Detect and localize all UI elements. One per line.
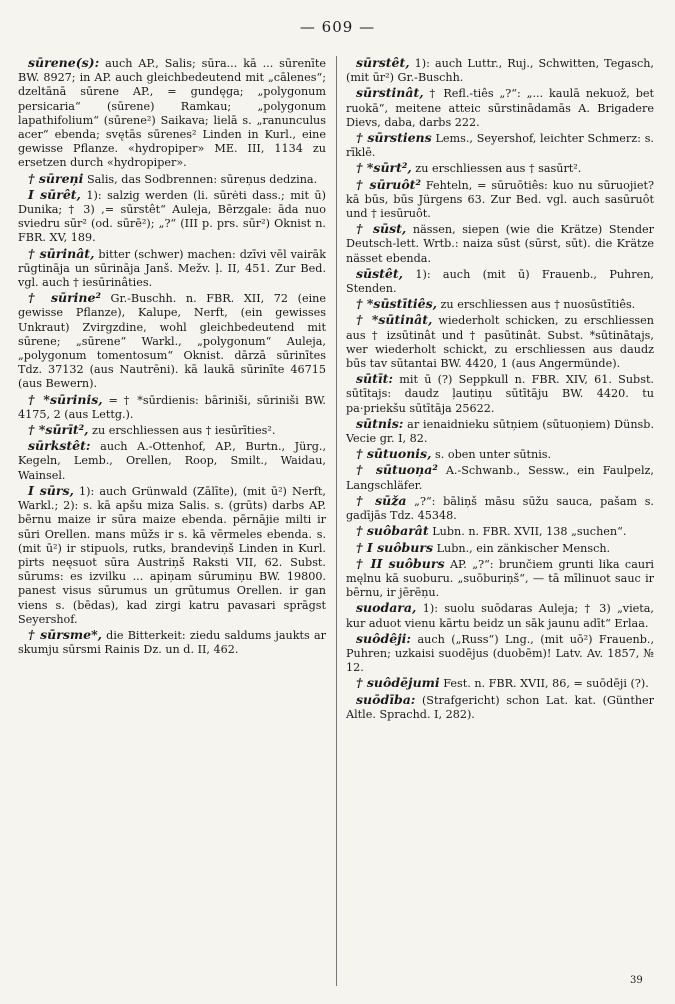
entry-text: auch AP., Salis; sūra... kā ... sūrenīte BW. 8927; in AP. auch gleichbedeutend mit „cālenes“; dzeltānā sūrene AP., = gundęga; „polygonum persicaria“ (sūrene) Ramkau; „polygonum lapathifolium“ (sūrene²) Saikava; lielā s. „ranunculus acer“ ebenda; svętās sūrenes² Linden in Kurl., eine gewisse Pflanze. «hydropiper» ME. III, 1134 zu ersetzen durch «hydropiper». — [18, 57, 326, 170]
entry-text: bitter (schwer) machen: dzīvi vēl vairāk rūgtināja un sūrināja Janš. Mežv. ļ. II, 451. Zur Bed. vgl. auch † iesūrinâties. — [18, 247, 326, 290]
dictionary-entry — [346, 494, 654, 523]
entry-text: 1): auch (mit ū) Frauenb., Puhren, Stenden. — [346, 267, 654, 296]
dictionary-entry — [346, 372, 654, 416]
dictionary-entry — [18, 56, 326, 171]
dictionary-entry — [18, 423, 326, 438]
entry-text: ar ienaidnieku sūtņiem (sūtuoņiem) Dünsb. Vecie gr. I, 82. — [346, 417, 654, 446]
dictionary-entry — [346, 297, 654, 312]
dictionary-entry — [18, 291, 326, 391]
dictionary-entry — [346, 56, 654, 85]
entry-text: Gr.-Buschh. n. FBR. XII, 72 (eine gewisse Pflanze), Kalupe, Nerft, (ein gewisses Unkraut) Zvirgzdine, wohl gleichbedeutend mit sūrene; „sūrene“ Warkl., „polygonum“ Auleja, „polygonum tomentosum“ Oknist. dārzā sūrinītes Tdz. 37132 (aus Nautrēni). kā laukā sūrinīte 46715 (aus Bewern). — [18, 292, 326, 391]
headword: suōdība: — [356, 691, 416, 707]
headword: † sūst, — [356, 221, 407, 237]
entry-text: Lubn., ein zänkischer Mensch. — [433, 541, 611, 555]
entry-text: Salis, das Sodbrennen: sūreņus dedzina. — [83, 172, 318, 186]
headword: † II suôburs — [356, 555, 445, 571]
headword: sūrene(s): — [28, 56, 100, 70]
entry-text: 1): auch Luttr., Ruj., Schwitten, Tegasch, (mit ūr²) Gr.-Buschh. — [346, 57, 654, 85]
entry-text: mit ū (?) Seppkull n. FBR. XIV, 61. Subst. sūtītajs: daudz ļautiņu sūtītāju BW. 4420. tu pa·priekšu sūtītāja 25622. — [346, 373, 654, 415]
dictionary-entry — [346, 417, 654, 446]
headword: † *sūstītiês, — [356, 296, 437, 312]
dictionary-entry — [346, 222, 654, 266]
dictionary-entry — [346, 161, 654, 176]
entry-text: zu erschliessen aus † nuosūstītiês. — [436, 298, 636, 312]
headword: sūrstinât, — [356, 85, 424, 101]
dictionary-entry — [18, 393, 326, 422]
entry-text: wiederholt schicken, zu erschliessen aus † izsūtinât und † pasūtinât. Subst. *sūtinātajs, wer wiederholt schickt, zu erschliessen aus daudz būs tav sūtantai BW. 4420, 1 (aus Angermünde). — [346, 314, 654, 371]
entry-text: zu erschliessen aus † iesūrīties². — [88, 424, 276, 438]
dictionary-entry — [18, 484, 326, 627]
dictionary-entry — [18, 628, 326, 657]
entry-text: = † *sūrdienis: bāriniši, sūriniši BW. 4175, 2 (aus Lettg.). — [18, 393, 326, 421]
headword: † sūža — [356, 492, 407, 508]
headword: suôdêji: — [356, 630, 412, 646]
dictionary-entry — [346, 601, 654, 630]
dictionary-entry — [346, 676, 654, 691]
dictionary-entry — [346, 632, 654, 676]
headword: † *sūrinis, — [28, 391, 103, 407]
right-column — [346, 56, 654, 986]
headword: † sūreņi — [28, 170, 84, 186]
dictionary-entry — [346, 86, 654, 130]
page-number: — 609 — — [299, 18, 376, 36]
headword: sūtīt: — [356, 371, 394, 387]
headword: sūstêt, — [356, 265, 404, 281]
entry-text: Lems., Seyershof, leichter Schmerz: s. rīklē. — [346, 132, 654, 160]
dictionary-entry — [18, 439, 326, 483]
entry-text: auch A.-Ottenhof, AP., Burtn., Jürg., Kegeln, Lemb., Orellen, Roop, Smilt., Waidau, Wainsel. — [18, 440, 326, 482]
dictionary-entry — [346, 313, 654, 371]
dictionary-entry — [346, 267, 654, 296]
headword: † *sūrīt², — [28, 422, 89, 438]
dictionary-entry — [346, 131, 654, 160]
entry-text: Fehteln, = sūruōtiês: kuo nu sūruojiet? kā būs, būs Jürgens 63. Zur Bed. vgl. auch sasūruôt und † iesūruôt. — [346, 178, 654, 221]
headword: I sūrs, — [28, 482, 74, 498]
headword: † suôbarât — [356, 523, 429, 539]
dictionary-entry — [346, 524, 654, 539]
headword: sūrstêt, — [356, 56, 410, 70]
column-divider — [336, 56, 337, 986]
headword: sūtnis: — [356, 415, 404, 431]
entry-text: † Refl.-tiês „?“: „... kaulā nekuož, bet ruokā“, meitene atteic sūrstinādamās A. Brigadere Dievs, daba, darbs 222. — [346, 87, 654, 129]
dictionary-entry — [18, 247, 326, 291]
entry-text: s. oben unter sūtnis. — [431, 448, 552, 462]
left-column — [18, 56, 326, 986]
headword: † sūrine² — [28, 290, 101, 306]
headword: † suôdējumi — [356, 675, 440, 691]
entry-text: „?“: bāliņš māsu sūžu sauca, pašam s. gadījās Tdz. 45348. — [346, 494, 654, 523]
headword: † *sūtinât, — [356, 312, 433, 328]
dictionary-entry — [346, 693, 654, 722]
headword: † sūrsme*, — [28, 626, 102, 642]
entry-text: nässen, siepen (wie die Krätze) Stender Deutsch-lett. Wrtb.: naiza sūst (sūrst, sūt). die Krätze nässet ebenda. — [346, 223, 654, 265]
entry-text: zu erschliessen aus † sasūrt². — [411, 162, 582, 176]
entry-text: auch („Russ“) Lng., (mit uō²) Frauenb., Puhren; uzkaisi suodējus (duobēm)! Latv. Av. 1857, № 12. — [346, 632, 654, 675]
entry-text: (Strafgericht) schon Lat. kat. (Günther Altle. Sprachd. I, 282). — [346, 693, 654, 721]
entry-text: die Bitterkeit: ziedu saldums jaukts ar skumju sūrsmi Rainis Dz. un d. II, 462. — [18, 628, 326, 657]
headword: suodara, — [356, 600, 417, 616]
dictionary-entry — [346, 541, 654, 556]
footer-number: 39 — [630, 975, 643, 986]
dictionary-entry — [346, 447, 654, 462]
entry-text: 1): salzig werden (li. sūrėti dass.; mit ū) Dunika; † 3) ,= sūrstêt“ Auleja, Bērzgale: āda nuo sviedru sūr² (od. sūrē²); „?“ (III p. prs. sūr²) Oknist n. FBR. XV, 189. — [18, 188, 326, 245]
entry-text: AP. „?“: brunčiem grunti lika cauri męlnu kā suoburu. „suōburiņš“, — tā mīlinuot sauc ir bērnu, ir jērēņu. — [346, 557, 654, 600]
headword: sūrkstêt: — [28, 438, 91, 454]
entry-text: 1): auch Grünwald (Zālīte), (mit ū²) Nerft, Warkl.; 2): s. kā apšu miza Salis. s. (grūts) darbs AP. bērnu maize ir sūra maize ebenda. pērnājie milti ir sūri Orellen. mans mūžs ir s. kā vērmeles ebenda. s. (mit ū²) ir stipuols, rutks, brandeviņš Linden in Kurl. pirts neęsuot sūra Austriņš Raksti VII, 62. Subst. sūrums: es izvilku ... apiņam sūrumiņu BW. 19800. panest visus sūrumus un grūtumus Orellen. ir gan viens s. (bēdas), kad zirgi katru pavasari sprāgst Seyershof. — [18, 484, 326, 626]
dictionary-entry — [346, 557, 654, 601]
entry-text: Fest. n. FBR. XVII, 86, = suōdēji (?). — [439, 677, 649, 691]
dictionary-entry — [346, 463, 654, 492]
entry-text: 1): suolu suōdaras Auleja; † 3) „vieta, kur aduot vienu kārtu beidz un sāk jaunu adīt“ Erlaa. — [346, 602, 654, 630]
headword: I sūrêt, — [28, 186, 81, 202]
headword: † sūrstiens — [356, 130, 432, 146]
headword: † I suôburs — [356, 539, 434, 555]
headword: † *sūrt², — [356, 160, 412, 176]
headword: † sūrinât, — [28, 245, 95, 261]
headword: † sūtuonis, — [356, 446, 432, 462]
dictionary-entry — [18, 172, 326, 187]
entry-text: Lubn. n. FBR. XVII, 138 „suchen“. — [428, 525, 627, 539]
headword: † sūruôt² — [356, 176, 421, 192]
dictionary-entry — [346, 178, 654, 222]
entry-text: A.-Schwanb., Sessw., ein Faulpelz, Langschläfer. — [346, 464, 654, 492]
dictionary-entry — [18, 188, 326, 246]
headword: † sūtuoņa² — [356, 462, 438, 478]
